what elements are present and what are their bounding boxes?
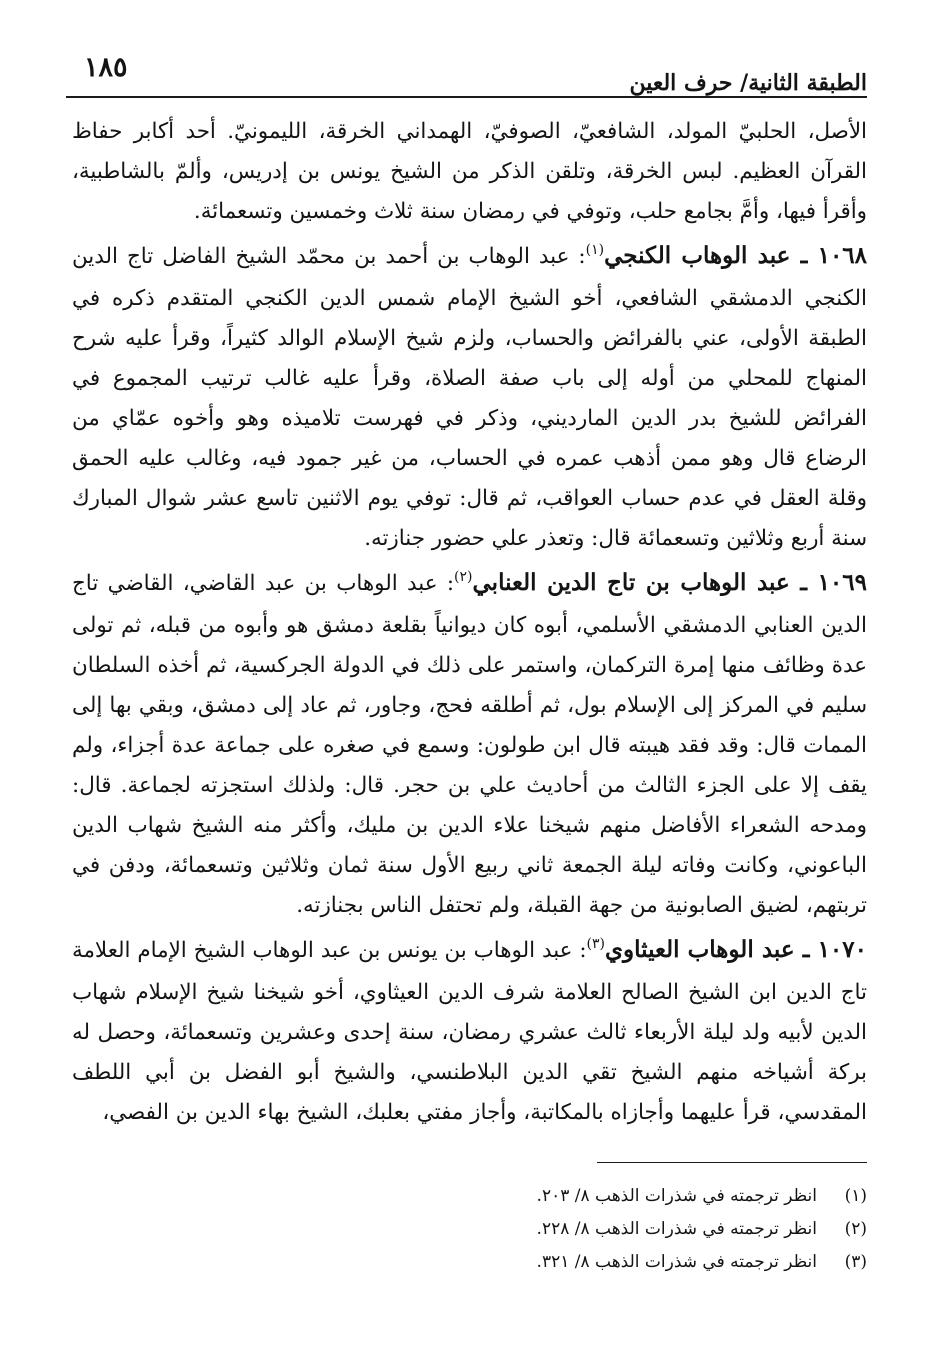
entry-text: : عبد الوهاب بن عبد القاضي، القاضي تاج الدين العنابي الدمشقي الأسلمي، أبوه كان ديوانياً بقلعة دمشق هو وأبوه من قبله، ثم تولى عدة وظائف منها إمرة التركمان، واستمر على ذلك في الدولة الجركسية، ثم أخذه السلطان سليم في المركز إلى الإسلام بول، ثم أطلقه فحج، وجاور، ثم عاد إلى دمشق، وبقي بها إلى الممات قال: وقد فقد هيبته قال ابن طولون: وسمع في صغره على جماعة عدة أجزاء، ولم يقف إلا على الجزء الثالث من أحاديث علي بن حجر. قال: ولذلك استجزته لجماعة. قال: ومدحه الشعراء الأفاضل منهم شيخنا علاء الدين بن مليك، وأكثر منه الشيخ شهاب الدين الباعوني، وكانت وفاته ليلة الجمعة ثاني ربيع الأول سنة ثمان وثلاثين وتسعمائة، ودفن في تربتهم، لضيق الصابونية من جهة القبلة، ولم تحتفل الناس بجنازته. [72,571,867,918]
footnote-number: (١) [844,1186,867,1206]
entry-text: : عبد الوهاب بن يونس بن عبد الوهاب الشيخ الإمام العلامة تاج الدين ابن الشيخ الصالح العلامة شرف الدين العيثاوي، أخو شيخنا شيخ الإسلام شهاب الدين لأبيه ولد ليلة الأربعاء ثالث عشري رمضان، سنة إحدى وعشرين وتسعمائة، وحصل له بركة أشياخه منهم الشيخ تقي الدين البلاطنسي، والشيخ أبو الفضل بن أبي اللطف المقدسي، قرأ عليهما وأجازاه بالمكاتبة، وأجاز مفتي بعلبك، الشيخ بهاء الدين بن الفصي، [72,938,867,1125]
running-title: الطبقة الثانية/ حرف العين [629,70,867,96]
main-text [72,112,867,1133]
page-header [64,48,867,96]
footnote-1 [72,1180,867,1213]
footnote-text: انظر ترجمته في شذرات الذهب ٨/ ٢٢٨. [536,1219,817,1239]
footnote-text: انظر ترجمته في شذرات الذهب ٨/ ٢٠٣. [536,1186,817,1206]
entry-1069 [72,563,867,926]
entry-text: : عبد الوهاب بن أحمد بن محمّد الشيخ الفاضل تاج الدين الكنجي الدمشقي الشافعي، أخو الشيخ الإمام شمس الدين الكنجي المتقدم ذكره في الطبقة الأولى، عني بالفرائض والحساب، ولزم شيخ الإسلام الوالد كثيراً، وقرأ عليه شرح المنهاج للمحلي من أوله إلى باب صفة الصلاة، وقرأ عليه غالب ترتيب المجموع في الفرائض للشيخ بدر الدين المارديني، وذكر في فهرست تلاميذه وهو وأخوه عمّاي من الرضاع قال وهو ممن أذهب عمره في الحساب، من غير جمود فيه، وغالب عليه الحمق وقلة العقل في عدم حساب العواقب، ثم قال: توفي يوم الاثنين تاسع عشر شوال المبارك سنة أربع وثلاثين وتسعمائة قال: وتعذر علي حضور جنازته. [72,244,867,551]
intro-paragraph: الأصل، الحلبيّ المولد، الشافعيّ، الصوفيّ، الهمداني الخرقة، الليمونيّ. أحد أكابر حفاظ القرآن العظيم. لبس الخرقة، وتلقن الذكر من الشيخ يونس بن إدريس، وألمّ بالشاطبية، وأقرأ فيها، وأمَّ بجامع حلب، وتوفي في رمضان سنة ثلاث وخمسين وتسعمائة. [72,119,867,224]
entry-heading: ١٠٦٩ ـ عبد الوهاب بن تاج الدين العنابي [472,569,867,596]
entry-1070 [72,930,867,1133]
entry-heading: ١٠٦٨ ـ عبد الوهاب الكنجي [604,242,868,269]
footnote-text: انظر ترجمته في شذرات الذهب ٨/ ٣٢١. [536,1252,817,1272]
footnote-reference: (١) [585,242,605,258]
entry-heading: ١٠٧٠ ـ عبد الوهاب العيثاوي [605,936,867,963]
footnote-2 [72,1213,867,1246]
page-number: ١٨٥ [84,52,128,83]
footnote-reference: (٣) [586,936,606,952]
footnote-number: (٢) [844,1219,867,1239]
footnote-number: (٣) [844,1252,867,1272]
header-divider [66,96,867,98]
footnote-3 [72,1246,867,1279]
footnote-reference: (٢) [454,569,473,585]
footnote-divider [597,1162,867,1163]
footnotes [72,1180,867,1279]
entry-1068 [72,236,867,559]
